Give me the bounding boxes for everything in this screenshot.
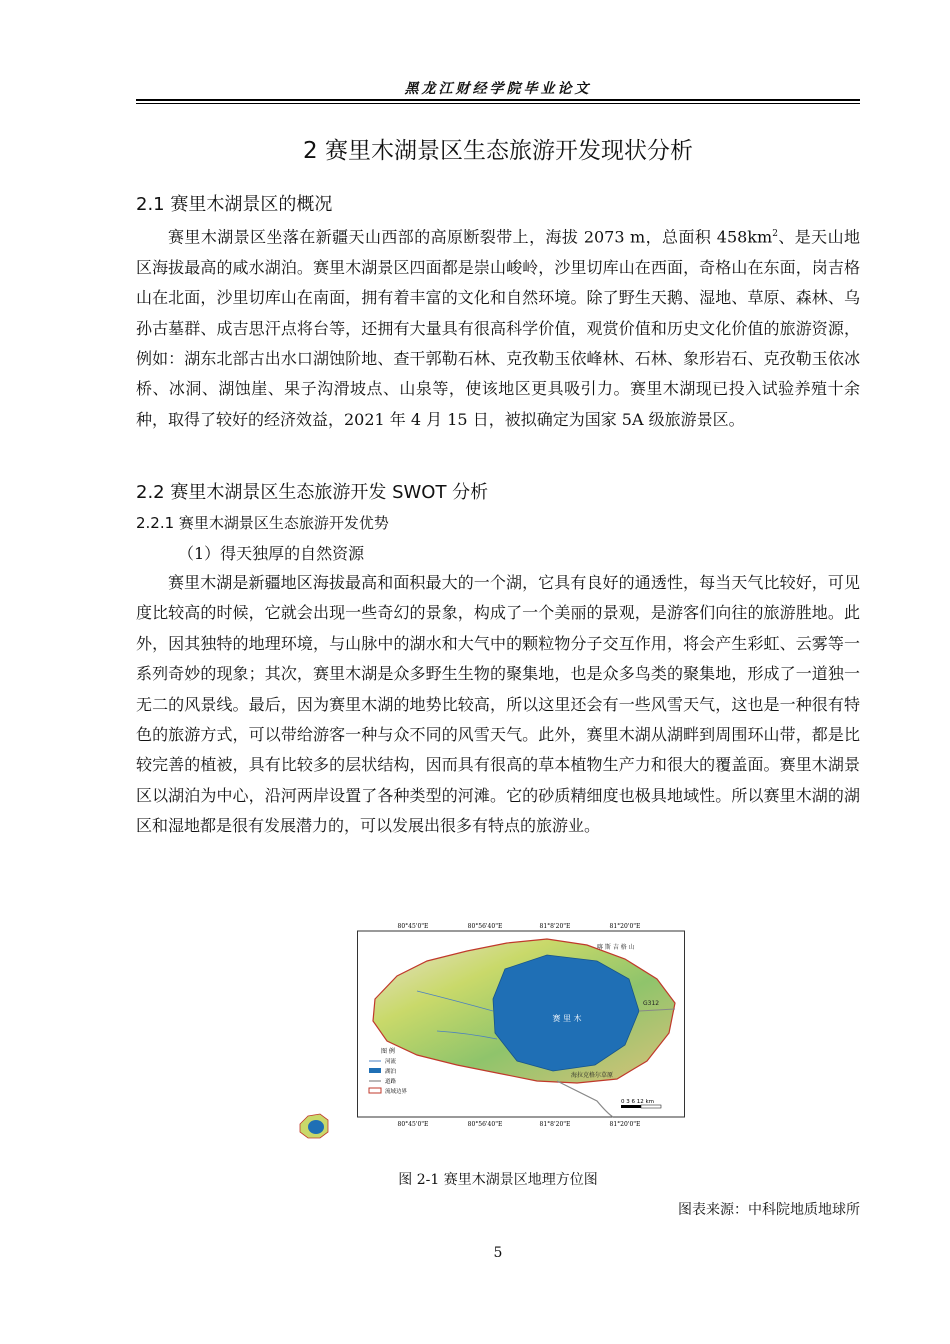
running-header: 黑龙江财经学院毕业论文 [404,81,592,97]
overview-text-b: 、是天山地区海拔最高的咸水湖泊。赛里木湖景区四面都是崇山峻岭，沙里切库山在西面，奇格山在东面，岗吉格山在北面，沙里切库山在南面，拥有着丰富的文化和自然环境。除了野生天鹅、湿地、草原、森林、乌孙古墓群、成吉思汗点将台等，还拥有大量具有很高科学价值，观赏价值和历史文化价值的旅游资源，例如：湖东北部古出水口湖蚀阶地、查干郭勒石林、克孜勒玉依峰林、石林、象形岩石、克孜勒玉依冰桥、冰洞、湖蚀崖、果子沟滑坡点、山泉等，使该地区更具吸引力。赛里木湖现已投入试验养殖十余种，取得了较好的经济效益，2021 年 4 月 15 日，被拟确定为国家 5A 级旅游景区。 [136,227,860,429]
lon-tick-bottom-4: 81°20'0"E [609,1121,641,1128]
lon-tick-top-3: 81°8'20"E [539,923,571,930]
superscript-2: 2 [772,229,778,239]
section-title-2-1: 2.1 赛里木湖景区的概况 [136,194,333,215]
map-figure [357,921,685,1129]
subsection-title-2-2-1: 2.2.1 赛里木湖景区生态旅游开发优势 [136,514,389,532]
mountain-label: 喀 斯 吉 格 山 [597,944,635,951]
header-rule-thick [136,99,860,101]
lon-tick-bottom-3: 81°8'20"E [539,1121,571,1128]
figure-source: 图表来源：中科院地质地球所 [678,1202,860,1218]
legend-river-label: 河流 [385,1059,397,1065]
legend-road-label: 道路 [385,1079,397,1085]
legend-lake-swatch [369,1068,381,1073]
legend-boundary-label: 流域边界 [385,1089,408,1095]
paragraph-overview [136,219,860,435]
road-label: G312 [643,1000,660,1007]
overview-text-a: 赛里木湖景区坐落在新疆天山西部的高原断裂带上，海拔 2073 m，总面积 458km [168,227,773,247]
lon-tick-top-1: 80°45'0"E [397,923,429,930]
scale-bar-segment [641,1105,661,1108]
lon-tick-bottom-1: 80°45'0"E [397,1121,429,1128]
page-number: 5 [493,1245,503,1261]
lake-label: 赛 里 木 [552,1014,582,1023]
lon-tick-bottom-2: 80°56'40"E [467,1121,503,1128]
lon-tick-top-2: 80°56'40"E [467,923,503,930]
legend-lake-label: 湖泊 [385,1069,397,1075]
legend-title: 图 例 [381,1048,395,1055]
scale-bar-label: 0 3 6 12 km [621,1099,655,1105]
figure-caption: 图 2-1 赛里木湖景区地理方位图 [398,1172,598,1188]
section-title-2-2: 2.2 赛里木湖景区生态旅游开发 SWOT 分析 [136,482,489,503]
header-rule-thin [136,103,860,104]
grassland-label: 海拉克格尔草原 [571,1072,614,1079]
list-item-natural-resources: （1）得天独厚的自然资源 [178,544,365,563]
lon-tick-top-4: 81°20'0"E [609,923,641,930]
paragraph-natural-resources: 赛里木湖是新疆地区海拔最高和面积最大的一个湖，它具有良好的通透性，每当天气比较好，可见度比较高的时候，它就会出现一些奇幻的景象，构成了一个美丽的景观，是游客们向往的旅游胜地。此外，因其独特的地理环境，与山脉中的湖水和大气中的颗粒物分子交互作用，将会产生彩虹、云雾等一系列奇妙的现象；其次，赛里木湖是众多野生生物的聚集地，也是众多鸟类的聚集地，形成了一道独一无二的风景线。最后，因为赛里木湖的地势比较高，所以这里还会有一些风雪天气，这也是一种很有特色的旅游方式，可以带给游客一种与众不同的风雪天气。此外，赛里木湖从湖畔到周围环山带，都是比较完善的植被，具有比较多的层状结构，因而具有很高的草本植物生产力和很大的覆盖面。赛里木湖景区以湖泊为中心，沿河两岸设置了各种类型的河滩。它的砂质精细度也极具地域性。所以赛里木湖的湖区和湿地都是很有发展潜力的，可以发展出很多有特点的旅游业。 [136,573,860,836]
chapter-title: 2 赛里木湖景区生态旅游开发现状分析 [303,138,693,164]
locator-inset-map [296,1108,332,1144]
inset-lake [308,1120,324,1134]
